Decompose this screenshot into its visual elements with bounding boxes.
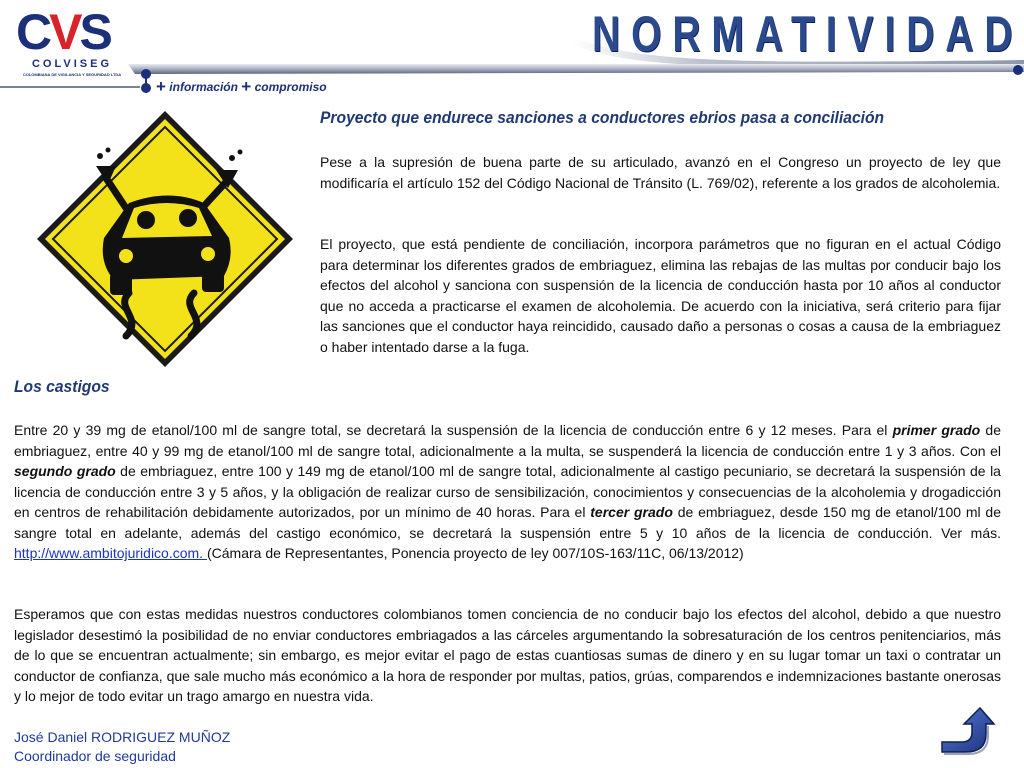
company-tagline: COLOMBIANA DE VIGILANCIA Y SEGURIDAD LTDA (22, 72, 122, 77)
plus-icon: + (241, 77, 252, 96)
slogan-information: información (169, 80, 238, 94)
logo-mark: CVS (16, 4, 110, 60)
castigos-text: Entre 20 y 39 mg de etanol/100 ml de sangre total, se decretará la suspensión de la licencia de conducción entre 6 y 12 meses. Para el (14, 422, 893, 438)
source-link[interactable]: http://www.ambitojuridico.com. (14, 545, 207, 561)
connector-dot-icon (1013, 65, 1023, 75)
closing-paragraph: Esperamos que con estas medidas nuestros conductores colombianos tomen conciencia de no conducir bajo los efectos del alcohol, debido a que nuestro legislador desestimó la posibilidad de no enviar conductores embriagados a las cárceles argumentando la sobresaturación de los centros penitenciarios, más de lo que se encuentran actualmente; sin embargo, es mejor evitar el pago de estas cuantiosas sumas de dinero y en su lugar tomar un taxi o contratar un conductor de confianza, que sale mucho más económico a la hora de responder por multas, patios, grúas, comparendos e indemnizaciones bastante onerosas y lo mejor de todo evitar un trago amargo en nuestra vida. (14, 606, 1001, 704)
castigos-paragraph (14, 420, 1001, 564)
grado-emphasis: primer grado (892, 422, 981, 438)
castigos-text: de embriaguez, desde 150 mg de etanol/100 ml de sangre total en adelante, además del castigo económico, se decretará la suspensión entre 5 y 10 años de la licencia de conducción. Ver más. (14, 504, 1002, 541)
return-arrow-icon[interactable] (938, 706, 996, 758)
grado-emphasis: segundo grado (14, 463, 116, 479)
article-title: Proyecto que endurece sanciones a conductores ebrios pasa a conciliación (320, 108, 885, 127)
slogan-commitment: compromiso (254, 80, 327, 94)
castigos-text: (Cámara de Representantes, Ponencia proyecto de ley 007/10S-163/11C, 06/13/2012) (206, 545, 744, 561)
signature-role: Coordinador de seguridad (14, 748, 176, 764)
company-name: COLVISEG (31, 58, 113, 70)
castigos-text: de embriaguez, entre 40 y 99 mg de etanol/100 ml de sangre total, adicionalmente a la multa, se suspenderá la licencia de conducción entre 1 y 3 años. Con el (14, 422, 1001, 459)
section-title: Los castigos (14, 377, 110, 396)
signature-name: José Daniel RODRIGUEZ MUÑOZ (14, 729, 231, 745)
company-logo (14, 6, 132, 88)
castigos-text: de embriaguez, entre 100 y 149 mg de etanol/100 ml de sangre total, adicionalmente al castigo pecuniario, se decretará la suspensión de la licencia de conducción entre 3 y 5 años, y la obligación de realizar curso de sensibilización, conocimientos y consecuencias de la alcoholemia y drogadicción en centros de rehabilitación debidamente autorizados, por un mínimo de 40 horas. Para el (14, 463, 1001, 520)
grado-emphasis: tercer grado (590, 504, 673, 520)
intro-paragraph: Pese a la supresión de buena parte de su articulado, avanzó en el Congreso un proyecto de ley que modificaría el artículo 152 del Código Nacional de Tránsito (L. 769/02), referente a los grados de alcoholemia. (320, 154, 1001, 191)
slogan (156, 77, 327, 96)
intro-paragraph: El proyecto, que está pendiente de conciliación, incorpora parámetros que no figuran en el actual Código para determinar los diferentes grados de embriaguez, elimina las rebajas de las multas por conducir bajo los efectos del alcohol y sanciona con suspensión de la licencia de conducción hasta por 10 años al conductor que no acceda a practicarse el examen de alcoholemia. De acuerdo con la iniciativa, será criterio para fijar las sanciones que el conductor haya reincidido, causado daño a personas o cosas a causa de la embriaguez o haber intentado darse a la fuga. (320, 236, 1001, 355)
plus-icon: + (156, 77, 166, 96)
drunk-driver-sign-icon (34, 108, 296, 370)
page-heading: NORMATIVIDAD (592, 6, 1024, 62)
